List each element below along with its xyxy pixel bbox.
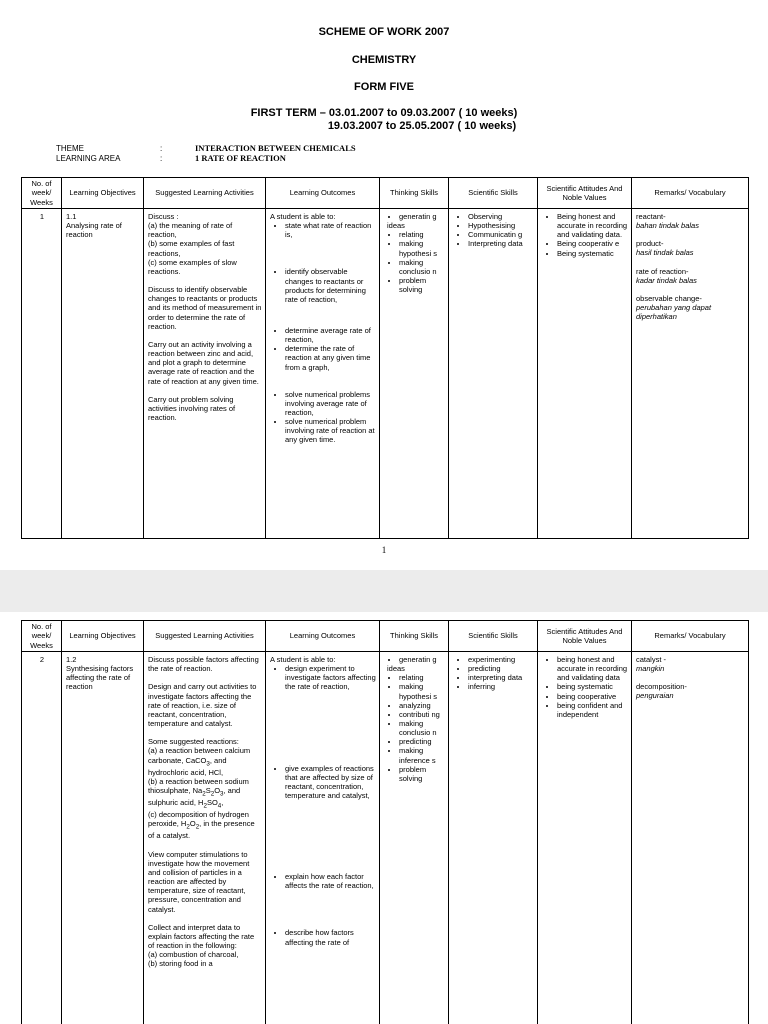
list-item: • being cooperative: [557, 692, 628, 701]
page-2: [0, 612, 768, 1024]
list-item: • analyzing: [399, 701, 445, 710]
scheme-table-page-1: [21, 177, 749, 539]
list-item: • being confident and independent: [557, 701, 628, 719]
list-item: • explain how each factor affects the rate of reaction,: [285, 872, 376, 890]
vocab-item: reactant- bahan tindak balas: [636, 212, 699, 231]
subject-title: CHEMISTRY: [351, 54, 417, 66]
outcome-intro: A student is able to:: [270, 212, 336, 221]
list-item: • Hypothesising: [468, 221, 534, 230]
col-objectives-header: Learning Objectives: [62, 621, 144, 652]
list-item: • Communicatin g: [468, 230, 534, 239]
vocab-item: observable change- perubahan yang dapat diperhatikan: [636, 293, 712, 322]
thinking-skills-list: [384, 212, 445, 294]
table-header-row: [22, 178, 749, 209]
remarks-cell: [632, 209, 749, 539]
table-header-row: [22, 621, 749, 652]
attitudes-list: [542, 655, 628, 719]
thinking-skills-cell: [380, 209, 449, 539]
form-title: FORM FIVE: [354, 81, 414, 93]
col-outcomes-header: Learning Outcomes: [266, 178, 380, 209]
scheme-table-page-2: [21, 620, 749, 1024]
list-item: • generatin g ideas: [399, 212, 445, 230]
list-item: • describe how factors affecting the rate of: [285, 928, 376, 946]
thinking-skills-list: [384, 655, 445, 783]
list-item: • Interpreting data: [468, 239, 534, 248]
col-outcomes-header: Learning Outcomes: [266, 621, 380, 652]
list-item: • determine the rate of reaction at any given time from a graph,: [285, 344, 376, 371]
col-scientific-header: Scientific Skills: [449, 178, 538, 209]
list-item: • experimenting: [468, 655, 534, 664]
suggested-activities: Discuss possible factors affecting the rate of reaction. Design and carry out activities to investigate factors affecting the rate of reaction, i.e. size of reactant, concentration, temperature and catalyst. Some suggested reactions: (a) a reaction between calcium carbonate, CaCO$_3$, and hydrochloric acid, HCl, (b) a reaction between sodium thiosulphate, $Na_2S_2O_3$, and sulphuric acid, $H_2SO_4$, (c) decomposition of hydrogen peroxide, $H_2O_2$, in the presence of a catalyst. View computer stimulations to investigate how the movement and collision of particles in a reaction are affected by temperature, size of reactant, pressure, concentration and catalyst. Collect and interpret data to explain factors affecting the rate of reaction in the following: (a) combustion of charcoal, (b) storing food in a: [148, 655, 259, 969]
col-scientific-header: Scientific Skills: [449, 621, 538, 652]
list-item: • making inference s: [399, 746, 445, 764]
vocab-item: catalyst - mangkin: [636, 655, 667, 674]
week-number: 1: [22, 209, 62, 539]
attitudes-cell: [538, 652, 632, 1024]
outcome-list: [270, 221, 376, 444]
list-item: • problem solving: [399, 765, 445, 783]
list-item: • being honest and accurate in recording and validating data: [557, 655, 628, 682]
vocab-item: rate of reaction- kadar tindak balas: [636, 266, 697, 285]
col-week-header: No. of week/ Weeks: [22, 621, 62, 652]
learning-area-value: 1 RATE OF REACTION: [195, 153, 286, 163]
thinking-skills-cell: [380, 652, 449, 1024]
col-week-header: No. of week/ Weeks: [22, 178, 62, 209]
col-remarks-header: Remarks/ Vocabulary: [632, 178, 749, 209]
activities-cell: [144, 209, 266, 539]
learning-objective-cell: [62, 209, 144, 539]
table-row: [22, 209, 749, 539]
col-attitudes-header: Scientific Attitudes And Noble Values: [538, 178, 632, 209]
list-item: • making hypothesi s: [399, 682, 445, 700]
list-item: • predicting: [399, 737, 445, 746]
outcome-list: [270, 664, 376, 947]
col-remarks-header: Remarks/ Vocabulary: [632, 621, 749, 652]
list-item: • making hypothesi s: [399, 239, 445, 257]
list-item: • making conclusio n: [399, 719, 445, 737]
list-item: • predicting: [468, 664, 534, 673]
col-activities-header: Suggested Learning Activities: [144, 621, 266, 652]
col-thinking-header: Thinking Skills: [380, 178, 449, 209]
attitudes-cell: [538, 209, 632, 539]
learning-objective-cell: [62, 652, 144, 1024]
list-item: • solve numerical problem involving rate of reaction at any given time.: [285, 417, 376, 444]
list-item: • design experiment to investigate factors affecting the rate of reaction,: [285, 664, 376, 691]
list-item: • Being honest and accurate in recording and validating data.: [557, 212, 628, 239]
scientific-skills-cell: [449, 209, 538, 539]
list-item: • Observing: [468, 212, 534, 221]
theme-colon: :: [160, 144, 163, 153]
list-item: • contributi ng: [399, 710, 445, 719]
scheme-title: SCHEME OF WORK 2007: [318, 26, 450, 38]
scientific-skills-list: [453, 655, 534, 692]
list-item: • state what rate of reaction is,: [285, 221, 376, 239]
list-item: • interpreting data: [468, 673, 534, 682]
list-item: • identify observable changes to reactants or products for determining rate of reaction,: [285, 267, 376, 304]
list-item: • solve numerical problems involving average rate of reaction,: [285, 390, 376, 417]
outcomes-cell: [266, 209, 380, 539]
learning-objective: 1.2 Synthesising factors affecting the rate of reaction: [66, 655, 134, 692]
vocab-item: decomposition- penguraian: [636, 682, 687, 701]
list-item: • Being cooperativ e: [557, 239, 628, 248]
scientific-skills-list: [453, 212, 534, 249]
col-activities-header: Suggested Learning Activities: [144, 178, 266, 209]
page-separator: [0, 570, 768, 612]
learning-area-colon: :: [160, 154, 163, 163]
list-item: • relating: [399, 673, 445, 682]
list-item: • give examples of reactions that are affected by size of reactant, concentration, temperature and catalyst,: [285, 764, 376, 801]
term-line-2: 19.03.2007 to 25.05.2007 ( 10 weeks): [327, 120, 517, 132]
week-number: 2: [22, 652, 62, 1024]
col-thinking-header: Thinking Skills: [380, 621, 449, 652]
learning-area-label: LEARNING AREA: [56, 154, 121, 163]
list-item: • being systematic: [557, 682, 628, 691]
learning-objective: 1.1 Analysing rate of reaction: [66, 212, 122, 240]
remarks-cell: [632, 652, 749, 1024]
page-number: 1: [381, 545, 387, 555]
activities-cell: [144, 652, 266, 1024]
theme-label: THEME: [56, 144, 84, 153]
theme-value: INTERACTION BETWEEN CHEMICALS: [195, 143, 356, 153]
outcomes-cell: [266, 652, 380, 1024]
attitudes-list: [542, 212, 628, 258]
col-objectives-header: Learning Objectives: [62, 178, 144, 209]
list-item: • making conclusio n: [399, 258, 445, 276]
term-line-1: FIRST TERM – 03.01.2007 to 09.03.2007 ( 10 weeks): [250, 107, 518, 119]
list-item: • relating: [399, 230, 445, 239]
list-item: • Being systematic: [557, 249, 628, 258]
suggested-activities: Discuss : (a) the meaning of rate of reaction, (b) some examples of fast reactions, (c) some examples of slow reactions. Discuss to identify observable changes to reactants or products and its method of measurement in order to determine the rate of reaction. Carry out an activity involving a reaction between zinc and acid, and plot a graph to determine average rate of reaction and the rate of reaction at any given time. Carry out problem solving activities involving rates of reaction.: [148, 212, 262, 423]
vocab-item: product- hasil tindak balas: [636, 239, 694, 258]
scientific-skills-cell: [449, 652, 538, 1024]
col-attitudes-header: Scientific Attitudes And Noble Values: [538, 621, 632, 652]
list-item: • generatin g ideas: [399, 655, 445, 673]
list-item: • determine average rate of reaction,: [285, 326, 376, 344]
outcome-intro: A student is able to:: [270, 655, 336, 664]
table-row: [22, 652, 749, 1024]
list-item: • problem solving: [399, 276, 445, 294]
list-item: • inferring: [468, 682, 534, 691]
